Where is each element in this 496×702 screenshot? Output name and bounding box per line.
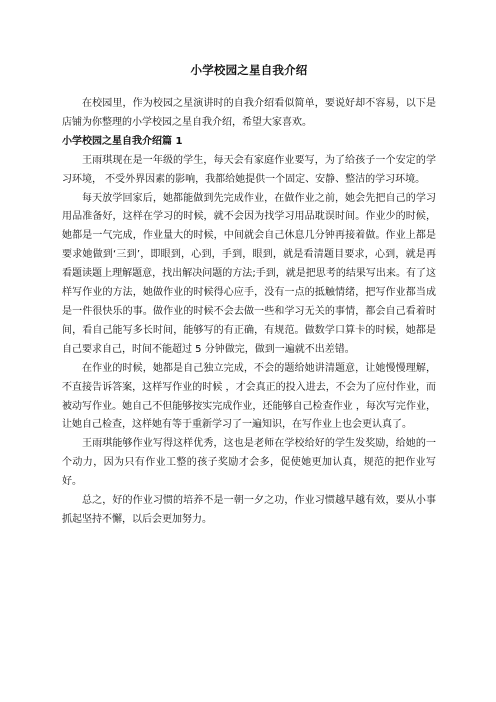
body-paragraph: 在作业的时候，她都是自己独立完成，不会的题给她讲清题意，让她慢慢理解，不直接告诉答案，这样写作业的时候 ，才会真正的投入进去，不会为了应付作业，而被动写作业。她自己不但能够按实完成作业，还能够自己检查作业 ，每次写完作业，让她自己检查，这样她有等于重新学习了一遍知识，在写作业上也会更认真了。 [62,362,436,431]
body-paragraph: 总之，好的作业习惯的培养不是一朝一夕之功，作业习惯越早越有效，要从小事抓起坚持不懈，以后会更加努力。 [62,495,436,525]
body-paragraph: 王雨琪现在是一年级的学生，每天会有家庭作业要写，为了给孩子一个安定的学习环境， 不受外界因素的影响，我都给她提供一个固定、安静、整洁的学习环境。 [62,154,436,185]
body-paragraph: 王雨琪能够作业写得这样优秀，这也是老师在学校给好的学生发奖励，给她的一个动力，因为只有作业工整的孩子奖励才会多，促使她更加认真，规范的把作业写好。 [62,438,436,488]
section-heading: 小学校园之星自我介绍篇 1 [62,135,183,147]
body-paragraph: 每天放学回家后，她都能做到先完成作业，在做作业之前，她会先把自己的学习用品准备好，这样在学习的时候，就不会因为找学习用品耽误时间。作业少的时候，她都是一气完成，作业量大的时候，中间就会自己休息几分钟再接着做。作业上都是要求她做到‘三到’，即眼到，心到，手到，眼到，就是看清题目要求，心到，就是再看题读题上理解题意，找出解决问题的方法;手到，就是把思考的结果写出来。有了这样写作业的方法，她做作业的时候得心应手，没有一点的抵触情绪，把写作业都当成是一件很快乐的事。做作业的时候不会去做一些和学习无关的事情，都会自己看着时间，看自己能写多长时间，能够写的有正确，有规范。做数学口算卡的时候，她都是自己要求自己，时间不能超过 5 分钟做完，做到一遍就不出差错。 [62,192,436,355]
document-title: 小学校园之星自我介绍 [190,63,308,77]
document-body [62,62,436,530]
intro-paragraph: 在校园里，作为校园之星演讲时的自我介绍看似简单，要说好却不容易，以下是店铺为你整理的小学校园之星自我介绍，希望大家喜欢。 [62,98,436,128]
